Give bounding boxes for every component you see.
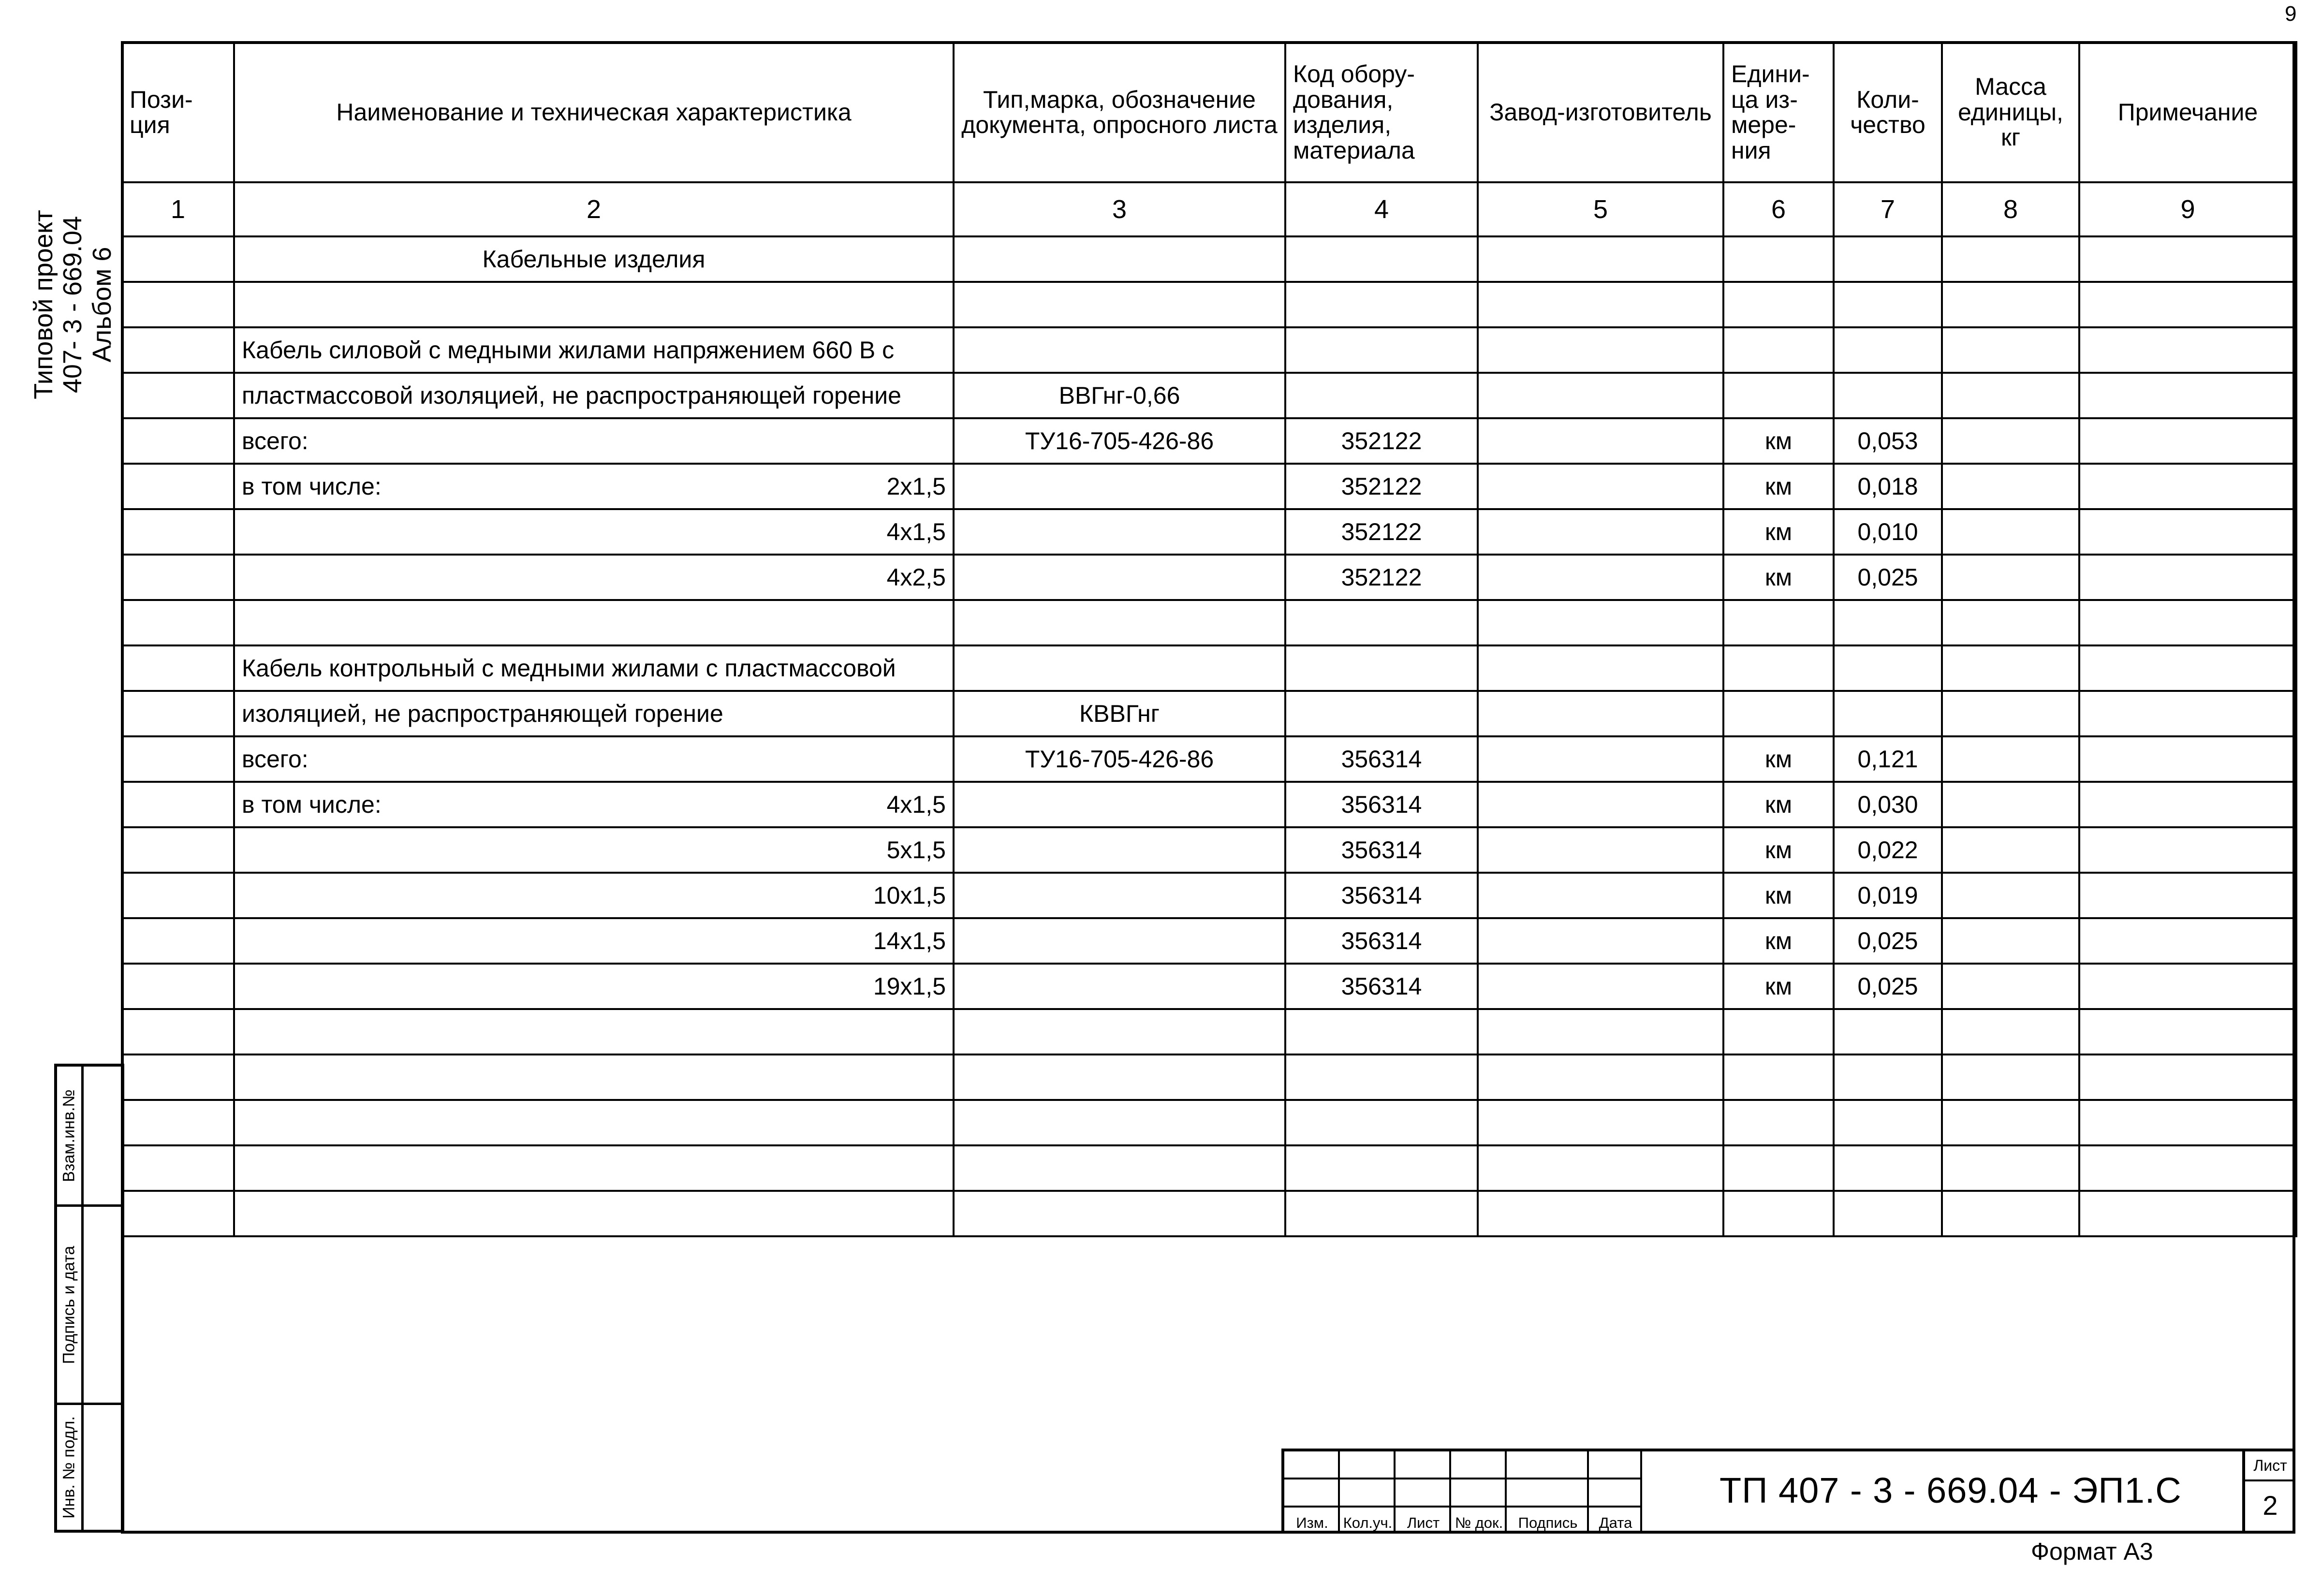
cell-name: Кабель контрольный с медными жилами с пластмассовой — [234, 645, 954, 691]
cell-code: 356314 — [1285, 782, 1478, 827]
cell-name-text: в том числе: — [242, 791, 382, 818]
cell-unit: км — [1723, 873, 1834, 918]
cell-quantity: 0,025 — [1834, 964, 1942, 1009]
cell-code: 352122 — [1285, 464, 1478, 509]
left-stamp — [54, 1064, 124, 1533]
cell-unit: км — [1723, 509, 1834, 555]
header-position: Пози-ция — [122, 42, 234, 182]
cell-code: 352122 — [1285, 509, 1478, 555]
label-signature: Подпись — [1518, 1514, 1578, 1531]
cell-size-text: 14х1,5 — [873, 927, 946, 954]
column-number: 1 — [122, 182, 234, 236]
cell-size-text: 2х1,5 — [886, 472, 946, 500]
cell-quantity: 0,022 — [1834, 827, 1942, 873]
cell-unit: км — [1723, 918, 1834, 964]
label-count: Кол.уч. — [1343, 1514, 1393, 1531]
cell-unit: км — [1723, 782, 1834, 827]
stamp-inventory-cell — [57, 1405, 121, 1530]
stamp-signature-label: Подпись и дата — [59, 1245, 78, 1364]
cell-name: пластмассовой изоляцией, не распространяющей горение — [234, 373, 954, 418]
cell-unit: км — [1723, 827, 1834, 873]
stamp-inventory-label: Инв. № подл. — [59, 1416, 78, 1519]
cell-type: ТУ16-705-426-86 — [954, 736, 1285, 782]
cell-quantity: 0,010 — [1834, 509, 1942, 555]
cell-quantity: 0,053 — [1834, 418, 1942, 464]
cell-size-text: 4х2,5 — [886, 563, 946, 591]
document-code: ТП 407 - 3 - 669.04 - ЭП1.С — [1719, 1470, 2182, 1510]
cell-name: Кабельные изделия — [234, 236, 954, 282]
header-mass: Масса единицы, кг — [1942, 42, 2079, 182]
stamp-signature-cell — [57, 1207, 121, 1405]
sheet-label: Лист — [2245, 1451, 2295, 1481]
cell-unit: км — [1723, 464, 1834, 509]
header-code: Код обору-дования, изделия, материала — [1285, 42, 1478, 182]
header-unit: Едини-ца из-мере-ния — [1723, 42, 1834, 182]
column-number: 9 — [2079, 182, 2296, 236]
sheet-number: 2 — [2263, 1490, 2278, 1521]
cell-name-text: в том числе: — [242, 472, 382, 500]
cell-type: ВВГнг-0,66 — [954, 373, 1285, 418]
header-type: Тип,марка, обозначение документа, опросного листа — [954, 42, 1285, 182]
cell-size-text: 5х1,5 — [886, 836, 946, 864]
cell-code: 356314 — [1285, 964, 1478, 1009]
cell-code: 356314 — [1285, 918, 1478, 964]
cell-name: всего: — [234, 736, 954, 782]
cell-unit: км — [1723, 555, 1834, 600]
cell-size-text: 4х1,5 — [886, 518, 946, 545]
cell-quantity: 0,025 — [1834, 555, 1942, 600]
cell-type: ТУ16-705-426-86 — [954, 418, 1285, 464]
header-manufacturer: Завод-изготовитель — [1478, 42, 1723, 182]
format-label: Формат А3 — [2031, 1538, 2153, 1565]
cell-quantity: 0,019 — [1834, 873, 1942, 918]
side-title-line3: Альбом 6 — [87, 247, 117, 363]
column-number: 8 — [1942, 182, 2079, 236]
cell-code: 352122 — [1285, 418, 1478, 464]
cell-quantity: 0,121 — [1834, 736, 1942, 782]
header-quantity: Коли-чество — [1834, 42, 1942, 182]
cell-code: 352122 — [1285, 555, 1478, 600]
column-number: 5 — [1478, 182, 1723, 236]
column-number: 2 — [234, 182, 954, 236]
cell-size-text: 19х1,5 — [873, 972, 946, 1000]
cell-quantity: 0,030 — [1834, 782, 1942, 827]
header-note: Примечание — [2079, 42, 2296, 182]
stamp-replacement-cell — [57, 1067, 121, 1207]
header-name: Наименование и техническая характеристика — [234, 42, 954, 182]
cell-unit: км — [1723, 736, 1834, 782]
cell-code: 356314 — [1285, 736, 1478, 782]
column-number: 6 — [1723, 182, 1834, 236]
cell-code: 356314 — [1285, 827, 1478, 873]
stamp-replacement-label: Взам.инв.№ — [59, 1089, 78, 1182]
column-number: 4 — [1285, 182, 1478, 236]
cell-quantity: 0,018 — [1834, 464, 1942, 509]
label-sheet: Лист — [1407, 1514, 1440, 1531]
outer-frame — [121, 41, 2295, 1534]
cell-name: изоляцией, не распространяющей горение — [234, 691, 954, 736]
cell-quantity: 0,025 — [1834, 918, 1942, 964]
column-number: 3 — [954, 182, 1285, 236]
label-change: Изм. — [1296, 1514, 1328, 1531]
side-title-line2: 407- 3 - 669.04 — [58, 216, 88, 394]
cell-name: всего: — [234, 418, 954, 464]
label-doc-number: № док. — [1455, 1514, 1503, 1531]
cell-size-text: 10х1,5 — [873, 881, 946, 909]
cell-type: КВВГнг — [954, 691, 1285, 736]
label-date: Дата — [1599, 1514, 1632, 1531]
cell-unit: км — [1723, 964, 1834, 1009]
cell-unit: км — [1723, 418, 1834, 464]
cell-code: 356314 — [1285, 873, 1478, 918]
cell-size-text: 4х1,5 — [886, 791, 946, 818]
side-title-line1: Типовой проект — [29, 210, 58, 399]
page-number: 9 — [2285, 2, 2297, 26]
column-number: 7 — [1834, 182, 1942, 236]
side-title — [29, 87, 117, 522]
cell-name: Кабель силовой с медными жилами напряжением 660 В с — [234, 327, 954, 373]
